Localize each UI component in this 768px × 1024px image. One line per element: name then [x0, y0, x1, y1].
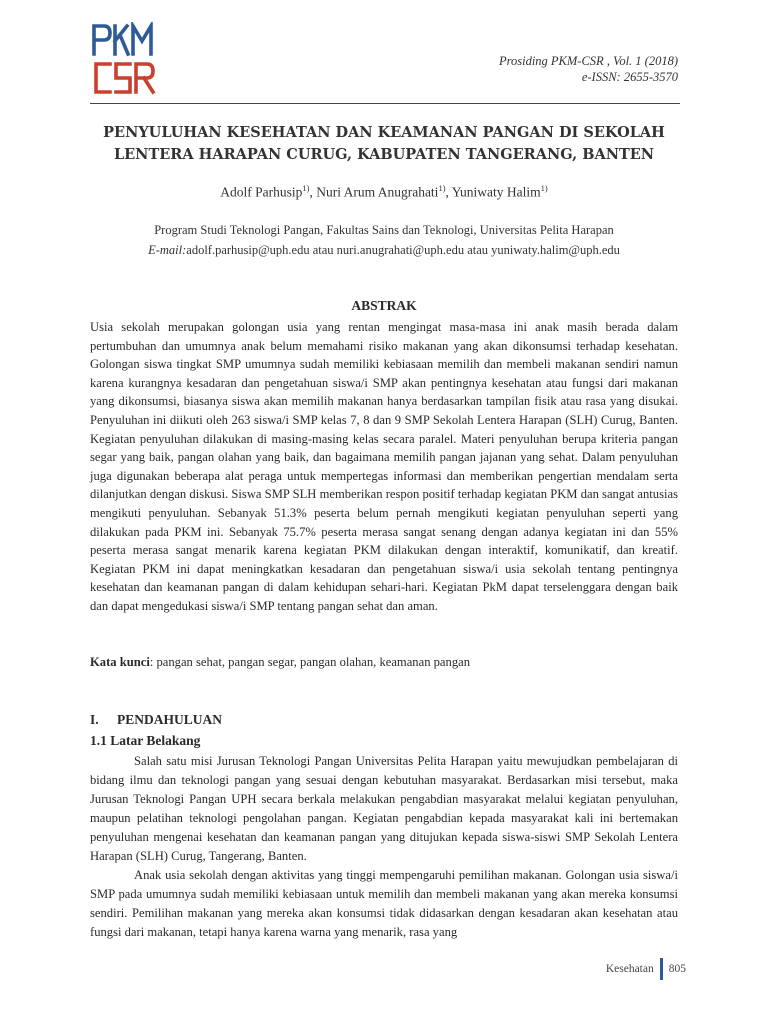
paper-title-line-2: LENTERA HARAPAN CURUG, KABUPATEN TANGERANG, BANTEN	[113, 146, 655, 163]
pkm-csr-logo-graphic	[90, 22, 158, 98]
paper-title-line-1: PENYULUHAN KESEHATAN DAN KEAMANAN PANGAN DI SEKOLAH	[103, 124, 665, 141]
author-affiliation-mark: 1)	[302, 183, 310, 193]
author-separator: ,	[445, 184, 452, 200]
author-affiliation-mark: 1)	[540, 183, 548, 193]
body-paragraph: Salah satu misi Jurusan Teknologi Pangan Universitas Pelita Harapan yaitu mewujudkan pembelajaran di bidang ilmu dan teknologi pangan yang sesuai dengan kebutuhan masyarakat. Berdasarkan misi tersebut, maka Jurusan Teknologi Pangan UPH secara berkala melakukan pengabdian masyarakat melalui kegiatan penyuluhan, maupun pelatihan teknologi pengolahan pangan. Kegiatan pengabdian kepada masyarakat kali ini bertemakan penyuluhan mengenai kesehatan dan keamanan pangan yang ditujukan kepada siswa-siswi SMP Sekolah Lentera Harapan (SLH) Curug, Tangerang, Banten.	[90, 754, 678, 863]
affiliation-block	[60, 220, 708, 260]
header-rule	[90, 103, 680, 104]
section-body	[90, 752, 678, 942]
section-heading	[90, 712, 222, 728]
keywords-line	[90, 655, 678, 670]
author-name: Yuniwaty Halim	[451, 184, 541, 200]
journal-volume-line: Prosiding PKM-CSR , Vol. 1 (2018)	[498, 54, 678, 68]
keywords-list: : pangan sehat, pangan segar, pangan olahan, keamanan pangan	[149, 655, 471, 669]
email-label: E-mail:	[148, 243, 187, 257]
email-addresses[interactable]: adolf.parhusip@uph.edu atau nuri.anugrahati@uph.edu atau yuniwaty.halim@uph.edu	[186, 243, 620, 257]
journal-issn-line: e-ISSN: 2655-3570	[581, 70, 678, 84]
subsection-heading: 1.1 Latar Belakang	[90, 733, 201, 748]
author-name: Nuri Arum Anugrahati	[316, 184, 439, 200]
footer-divider-bar	[660, 958, 663, 980]
author-name: Adolf Parhusip	[220, 184, 303, 200]
journal-info	[499, 53, 678, 85]
abstract-text: Usia sekolah merupakan golongan usia yang rentan mengingat masa-masa ini anak masih berada dalam pertumbuhan dan umumnya anak belum memahami risiko makanan yang akan dikonsumsi terhadap kesehatan. Golongan siswa tingkat SMP umumnya sudah memiliki kebiasaan memilih dan membeli makanan sendiri namun karena kurangnya kesadaran dan pengetahuan siswa/i SMP akan pentingnya kesehatan atau fungsi dari makanan yang dikonsumsi, biasanya siswa akan memilih makanan hanya berdasarkan tampilan fisik atau rasa yang disukai. Penyuluhan ini diikuti oleh 263 siswa/i SMP kelas 7, 8 dan 9 SMP Sekolah Lentera Harapan (SLH) Curug, Banten. Kegiatan penyuluhan dilakukan di masing-masing kelas secara paralel. Materi penyuluhan berupa kriteria pangan segar yang baik, pangan olahan yang baik, dan bagaimana memilih pangan jajanan yang sehat. Dalam penyuluhan juga digunakan beberapa alat peraga untuk mempertegas informasi dan memberikan pengertian mendalam serta dilanjutkan dengan diskusi. Siswa SMP SLH memberikan respon positif terhadap kegiatan PKM dan sangat antusias mengikuti penyuluhan. Sebanyak 51.3% peserta belum pernah mengikuti kegiatan penyuluhan seperti yang dilakukan pada PKM ini. Sebanyak 75.7% peserta merasa sangat senang dengan adanya kegiatan ini dan 55% peserta merasa sangat menarik karena kegiatan PKM dilakukan dengan interaktif, komunikatif, dan kreatif. Kegiatan PKM ini dapat meningkatkan kesadaran dan pengetahuan siswa/i usia sekolah tentang pentingnya kesehatan dan keamanan pangan di dalam kehidupan sehari-hari. Kegiatan PkM dapat terselenggara dengan baik dan dapat mengedukasi siswa/i SMP tentang pangan sehat dan aman.	[90, 320, 678, 613]
footer-section-label: Kesehatan	[605, 963, 654, 975]
page-number: 805	[668, 963, 686, 975]
affiliation-institution: Program Studi Teknologi Pangan, Fakultas Sains dan Teknologi, Universitas Pelita Harapan	[154, 223, 614, 237]
section-number: I.	[90, 712, 99, 727]
keywords-label: Kata kunci	[90, 655, 150, 669]
author-affiliation-mark: 1)	[438, 183, 446, 193]
section-title: PENDAHULUAN	[117, 712, 223, 727]
author-list	[60, 183, 708, 201]
paper-title	[60, 122, 708, 166]
pkm-csr-logo	[90, 22, 158, 98]
affiliation-email-line	[60, 240, 708, 260]
page-footer	[606, 958, 686, 980]
author-separator: ,	[309, 184, 317, 200]
abstract-heading: ABSTRAK	[351, 298, 417, 313]
body-paragraph: Anak usia sekolah dengan aktivitas yang tinggi mempengaruhi pemilihan makanan. Golongan usia siswa/i SMP pada umumnya sudah memiliki kebiasaan untuk memilih dan membeli makanan yang akan mereka konsumsi sendiri. Pemilihan makanan yang mereka akan konsumsi tidak didasarkan dengan kesadaran akan kesehatan atau fungsi dari makanan, tetapi hanya karena warna yang menarik, rasa yang	[90, 868, 678, 939]
